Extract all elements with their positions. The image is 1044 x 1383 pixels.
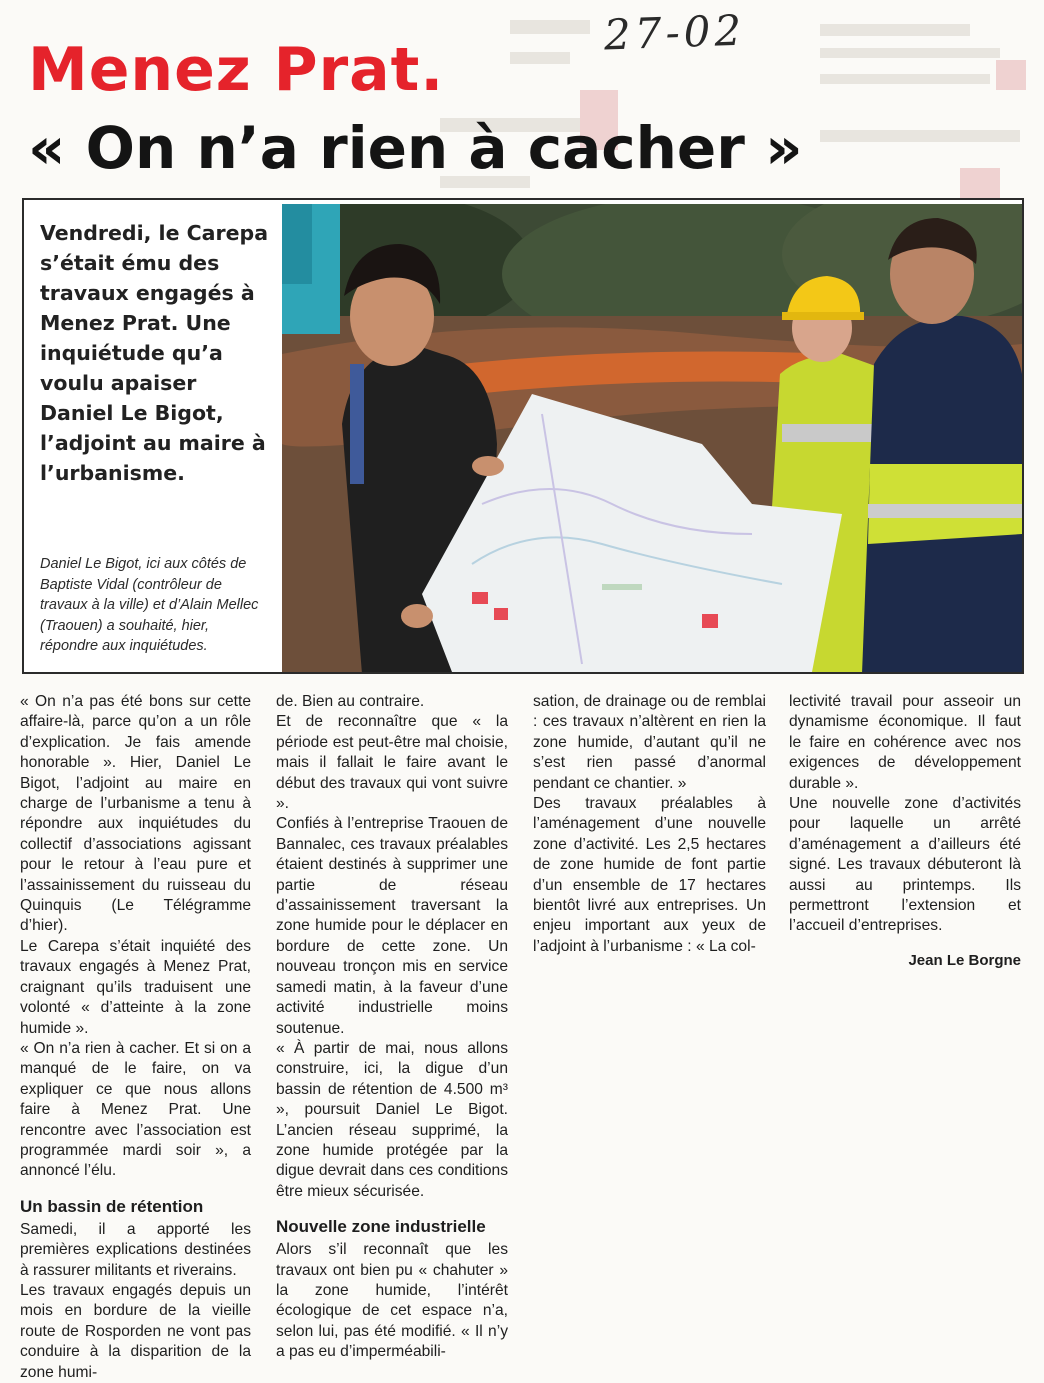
article-paragraph: Les travaux engagés depuis un mois en bordure de la vieille route de Rosporden ne vont pas conduire à la disparition de la zone humi- [20,1281,251,1381]
article-photo [282,204,1022,672]
article-paragraph: de. Bien au contraire. [276,693,425,710]
article-paragraph: Alors s’il reconnaît que les travaux ont bien pu « chahuter » la zone humide, l’intérêt écologique de cet espace n’a, selon lui, pas été modifié. « Il n’y a pas eu d’imperméabili- [276,1241,508,1361]
subheading-bassin: Un bassin de rétention [20,1196,204,1216]
article-column-2 [276,692,508,1363]
article-paragraph: sation, de drainage ou de remblai : ces travaux n’altèrent en rien la zone humide, d’autant qu’il ne s’est rien passé d’anormal pendant ce chantier. » [533,693,766,792]
headline-quote: « On n’a rien à cacher » [28,114,803,182]
article-paragraph: Samedi, il a apporté les premières explications destinées à rassurer militants et riverains. [20,1220,251,1279]
article-paragraph: Le Carepa s’était inquiété des travaux engagés à Menez Prat, craignant qu’ils traduisent une volonté « d’atteinte à la zone humide ». [20,937,251,1037]
article-paragraph: Confiés à l’entreprise Traouen de Bannalec, ces travaux préalables étaient destinés à supprimer une partie de réseau d’assainissement traversant la zone humide pour le déplacer en bordure de cette zone. Un nouveau tronçon mis en service samedi matin, à la faveur d’une activité industrielle moins soutenue. [276,815,508,1037]
article-paragraph: Et de reconnaître que « la période est peut-être mal choisie, mais il fallait le faire avant le début des travaux qui vont suivre ». [276,713,508,813]
article-column-4 [789,692,1021,971]
article-paragraph: « On n’a rien à cacher. Et si on a manqué de le faire, on va expliquer ce que nous allons faire à Menez Prat. Une rencontre avec l’association est programmée mardi soir », a annoncé l’élu. [20,1039,251,1180]
headline-kicker: Menez Prat. [28,35,445,105]
photo-caption: Daniel Le Bigot, ici aux côtés de Baptiste Vidal (contrôleur de travaux à la ville) et d’Alain Mellec (Traouen) a souhaité, hier, répondre aux inquiétudes. [40,556,259,654]
article-paragraph: Une nouvelle zone d’activités pour laquelle un arrêté d’aménagement a d’ailleurs été signé. Les travaux débuteront là aussi au printemps. Ils permettront l’extension et l’accueil d’entreprises. [789,795,1021,935]
handwritten-date: 27-02 [603,5,746,60]
article-paragraph: « On n’a pas été bons sur cette affaire-là, parce qu’on a un rôle d’explication. Je fais amende honorable ». Hier, Daniel Le Bigot, l’adjoint au maire en charge de l’urbanisme a tenu à répondre aux inquiétudes du collectif d’associations agissant pour le retour à l’eau pure et l’assainissement du ruisseau du Quinquis (Le Télégramme d’hier). [20,693,251,935]
article-paragraph: lectivité travail pour asseoir un dynamisme économique. Il faut le faire en cohérence avec nos exigences de développement durable ». [789,693,1021,792]
article-column-3 [533,692,766,957]
lead-paragraph: Vendredi, le Carepa s’était ému des travaux engagés à Menez Prat. Une inquiétude qu’a voulu apaiser Daniel Le Bigot, l’adjoint au maire à l’urbanisme. [40,221,269,485]
subheading-zone-industrielle: Nouvelle zone industrielle [276,1217,486,1237]
article-paragraph: Des travaux préalables à l’aménagement d’une nouvelle zone d’activité. Les 2,5 hectares de zone humide de font partie d’un ensemble de 17 hectares bientôt livré aux entreprises. Un enjeu important aux yeux de l’adjoint à l’urbanisme : « La col- [533,795,766,955]
article-column-1 [20,692,251,1383]
article-paragraph: « À partir de mai, nous allons construire, ici, la digue d’un bassin de rétention de 4.500 m³ », poursuit Daniel Le Bigot. L’ancien réseau supprimé, la zone humide protégée par la digue devrait dans ces conditions être mieux sécurisée. [276,1039,508,1200]
author-signature: Jean Le Borgne [908,951,1021,969]
